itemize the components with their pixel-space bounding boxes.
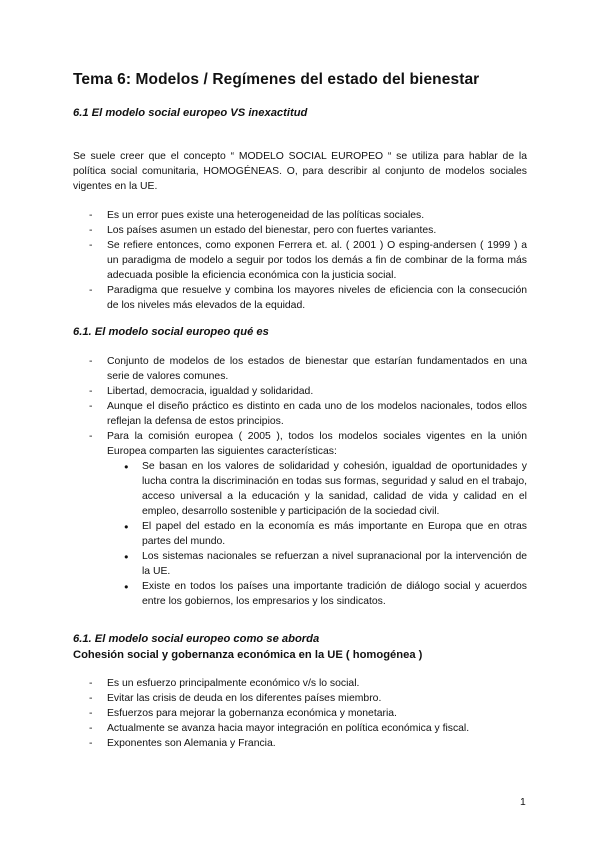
section-3-list [73, 676, 527, 751]
list-item: - Aunque el diseño práctico es distinto en cada uno de los modelos nacionales, todos ellos reflejan la defensa de estos principios. [73, 399, 527, 429]
list-item: - Es un esfuerzo principalmente económico v/s lo social. [73, 676, 527, 691]
section-1-heading: 6.1 El modelo social europeo VS inexactitud [73, 107, 308, 119]
sub-list-item: ● Se basan en los valores de solidaridad y cohesión, igualdad de oportunidades y lucha contra la discriminación en todas sus formas, seguridad y salud en el trabajo, acceso universal a la educación y la sanidad, calidad de vida y calidad en el empleo, desarrollo sostenible y participación de la sociedad civil. [107, 459, 527, 519]
list-item: - Libertad, democracia, igualdad y solidaridad. [73, 384, 527, 399]
document-title: Tema 6: Modelos / Regímenes del estado del bienestar [73, 71, 480, 88]
section-3-heading: 6.1. El modelo social europeo como se aborda [73, 633, 320, 645]
list-item: - Evitar las crisis de deuda en los diferentes países miembro. [73, 691, 527, 706]
page-number: 1 [520, 797, 526, 808]
list-item: - Exponentes son Alemania y Francia. [73, 736, 527, 751]
list-item: - Paradigma que resuelve y combina los mayores niveles de eficiencia con la consecución de los niveles más elevados de la equidad. [73, 283, 527, 313]
section-1-intro: Se suele creer que el concepto “ MODELO SOCIAL EUROPEO “ se utiliza para hablar de la política social comunitaria, HOMOGÉNEAS. O, para describir al conjunto de modelos sociales vigentes en la UE. [73, 151, 527, 192]
section-2-heading: 6.1. El modelo social europeo qué es [73, 326, 269, 338]
sub-list-item: ● Los sistemas nacionales se refuerzan a nivel supranacional por la intervención de la UE. [107, 549, 527, 579]
section-1-list [73, 208, 527, 313]
section-3-subheading: Cohesión social y gobernanza económica en la UE ( homogénea ) [73, 649, 423, 661]
sub-list-item: ● Existe en todos los países una importante tradición de diálogo social y acuerdos entre los gobiernos, los empresarios y los sindicatos. [107, 579, 527, 609]
section-2-list [73, 354, 527, 609]
list-item: - Se refiere entonces, como exponen Ferrera et. al. ( 2001 ) O esping-andersen ( 1999 ) a un paradigma de modelo a seguir por todos los demás a fin de combinar de la forma más adecuada posible la eficiencia económica con la justicia social. [73, 238, 527, 283]
list-item: - Esfuerzos para mejorar la gobernanza económica y monetaria. [73, 706, 527, 721]
list-item: - Conjunto de modelos de los estados de bienestar que estarían fundamentados en una serie de valores comunes. [73, 354, 527, 384]
characteristics-list [107, 459, 527, 609]
list-item: - Es un error pues existe una heterogeneidad de las políticas sociales. [73, 208, 527, 223]
list-item-text: Para la comisión europea ( 2005 ), todos los modelos sociales vigentes en la unión Europea comparten las siguientes características: [107, 431, 527, 457]
list-item: - Los países asumen un estado del bienestar, pero con fuertes variantes. [73, 223, 527, 238]
list-item: - Actualmente se avanza hacia mayor integración en política económica y fiscal. [73, 721, 527, 736]
sub-list-item: ● El papel del estado en la economía es más importante en Europa que en otras partes del mundo. [107, 519, 527, 549]
list-item [73, 429, 527, 609]
